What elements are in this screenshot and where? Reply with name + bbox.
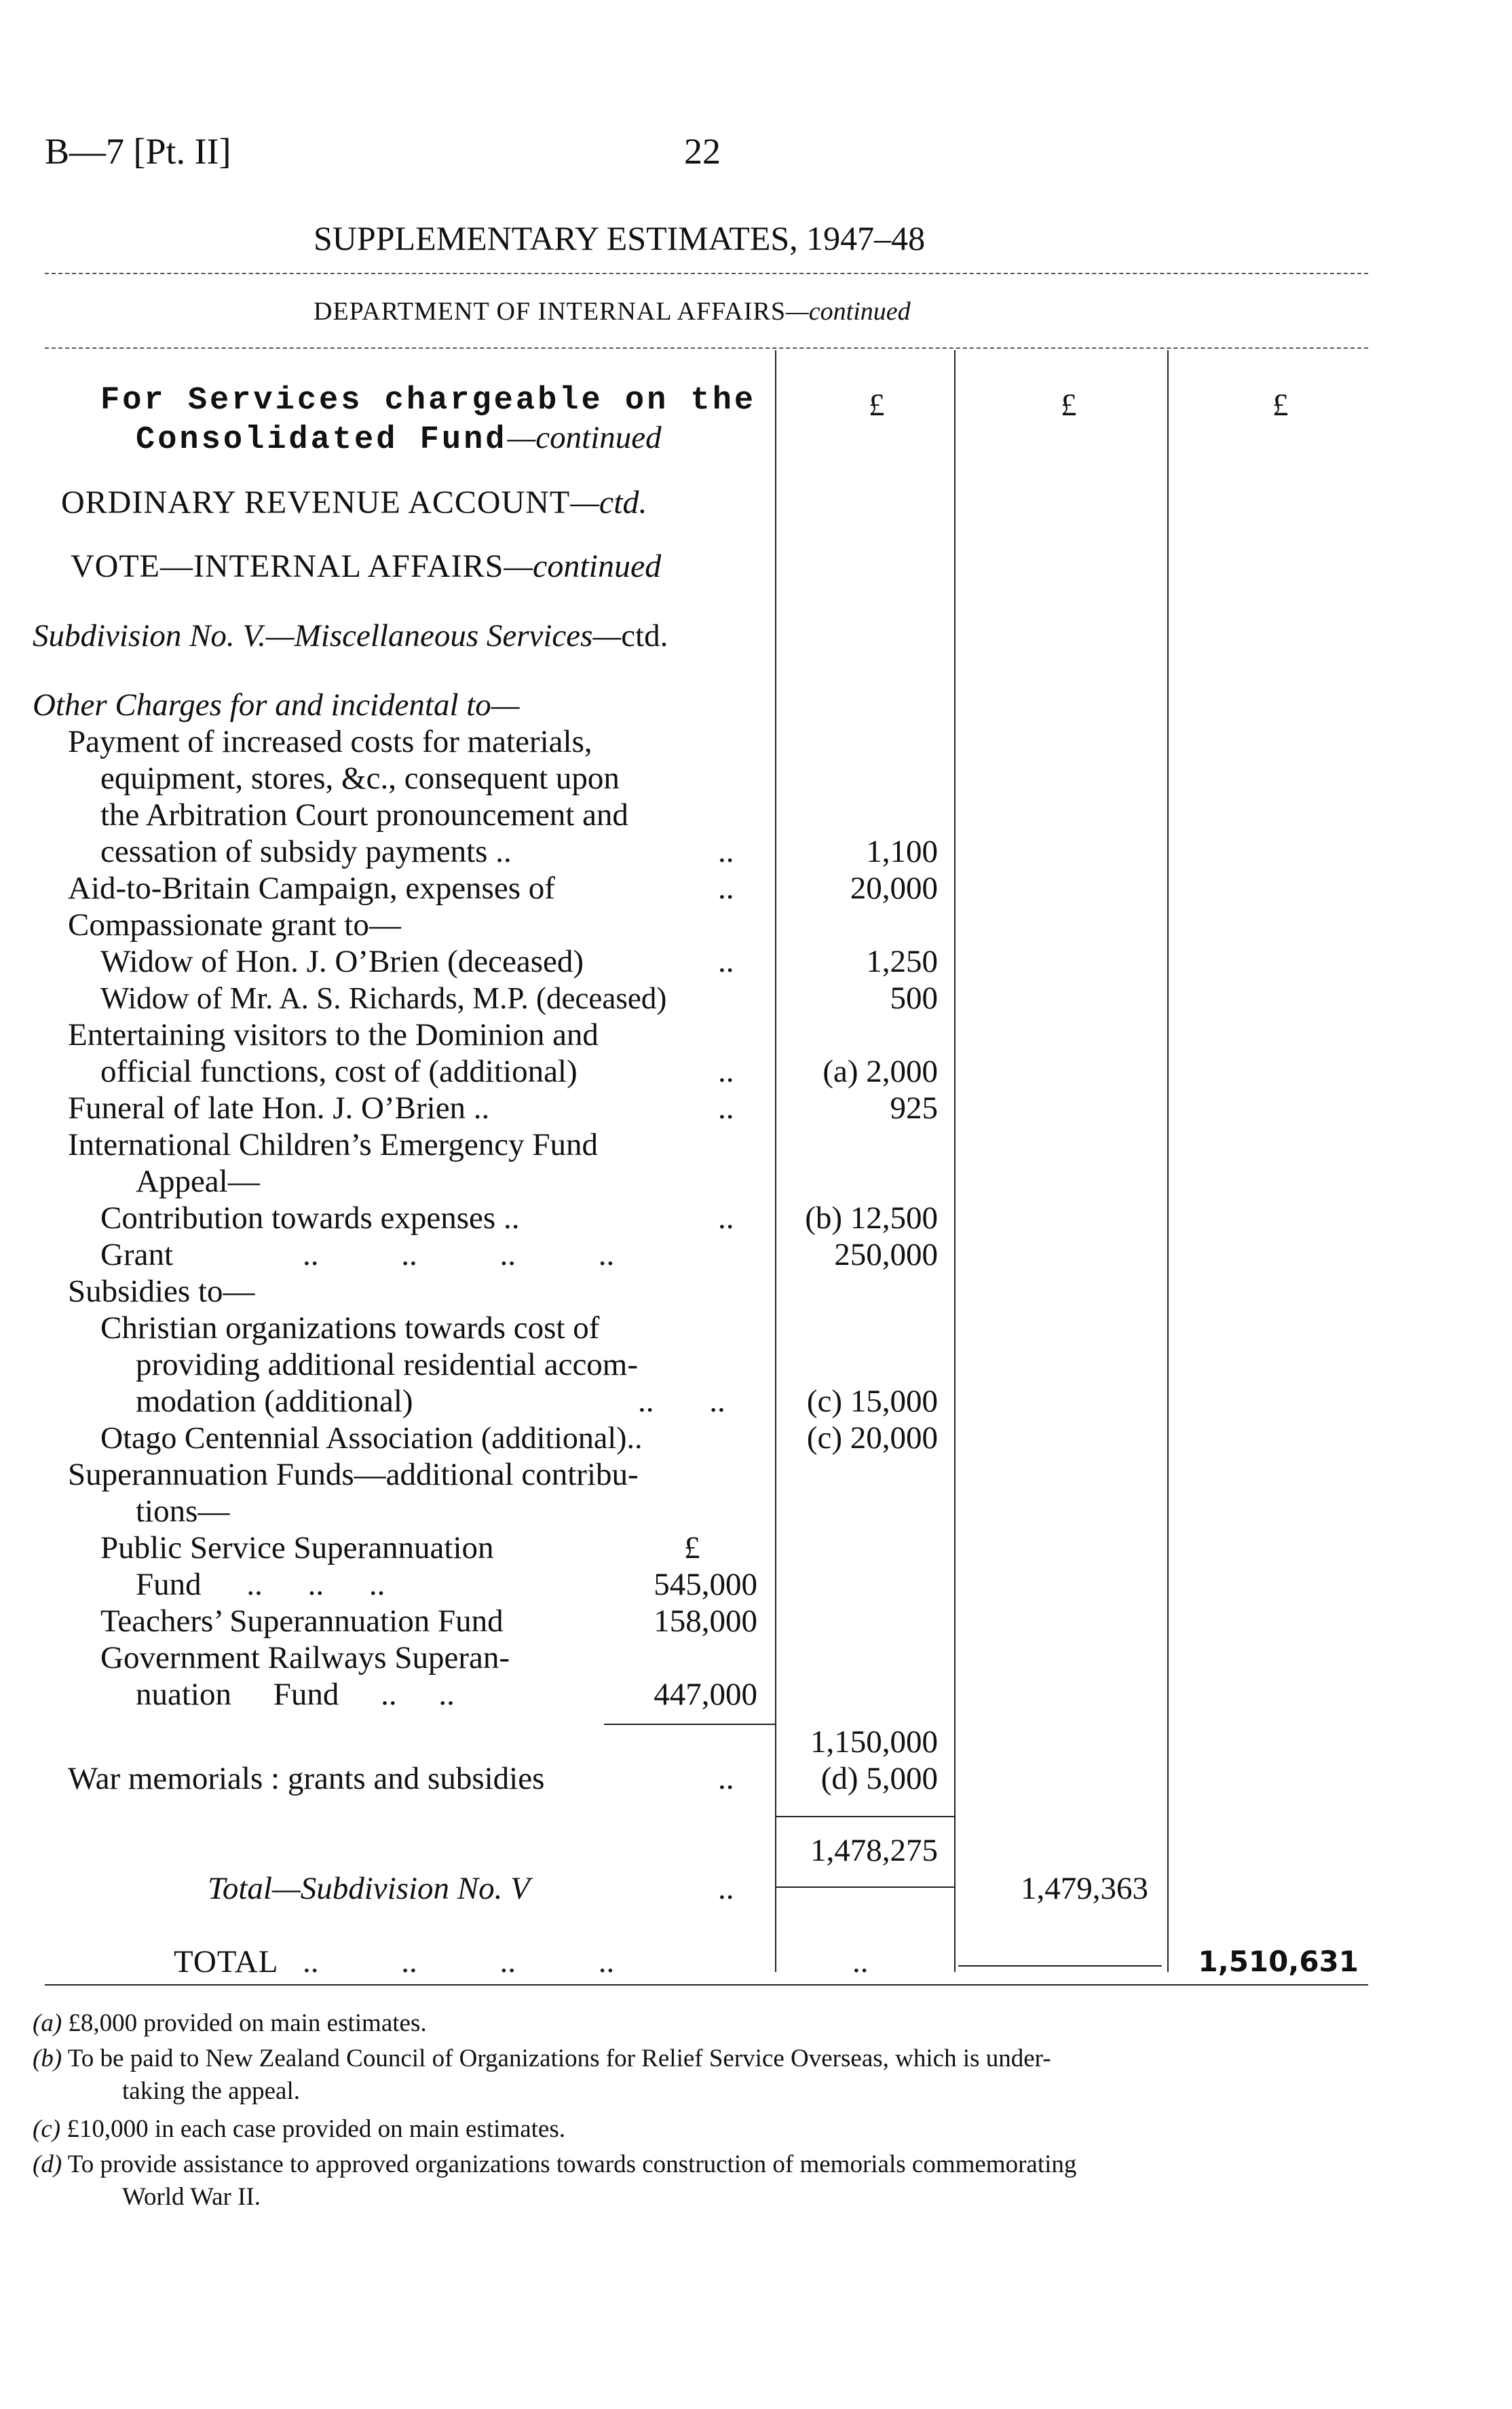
item-war-memorials: War memorials : grants and subsidies [68,1761,545,1796]
grand-total-dash-rule [958,1965,1162,1967]
item-compassionate: Compassionate grant to— [68,907,401,943]
item-grant: Grant [100,1237,174,1272]
item-public-service-line1: Public Service Superannuation [100,1530,494,1566]
subdivision-heading: Subdivision No. V.—Miscellaneous Services—ctd. [33,618,668,653]
item-aid-to-britain: Aid-to-Britain Campaign, expenses of [68,871,555,906]
footnote-c: (c) £10,000 in each case provided on main estimates. [33,2115,565,2143]
amount-war-memorials: (d) 5,000 [820,1761,938,1796]
page-title: SUPPLEMENTARY ESTIMATES, 1947–48 [314,219,926,257]
column-header-3: £ [1272,387,1289,423]
item-teachers: Teachers’ Superannuation Fund [100,1604,504,1639]
leader-dots: .. .. .. .. [303,1237,615,1272]
item-railways-line1: Government Railways Superan- [100,1640,510,1675]
ordinary-revenue-heading: ORDINARY REVENUE ACCOUNT—ctd. [61,485,647,520]
column-header-1: £ [869,387,885,423]
footnote-b: (b) To be paid to New Zealand Council of Organizations for Relief Service Overseas, which is under- [33,2045,1051,2072]
item-railways-line2: nuation Fund .. .. [136,1677,455,1712]
item-superannuation-line1: Superannuation Funds—additional contribu- [68,1457,639,1492]
amount-widow-obrien: 1,250 [866,944,938,979]
services-heading-line1: For Services chargeable on the [100,383,757,419]
services-heading-line2: Consolidated Fund—continued [136,420,662,458]
item-entertaining-line2: official functions, cost of (additional) [100,1054,578,1089]
amount-christian: (c) 15,000 [806,1384,938,1419]
total-subdivision-label: Total—Subdivision No. V [208,1871,530,1906]
amount-otago: (c) 20,000 [806,1420,938,1456]
department-heading: DEPARTMENT OF INTERNAL AFFAIRS—continued [314,297,911,326]
amount-public-service: 545,000 [654,1567,757,1602]
item-payment-line4: cessation of subsidy payments .. [100,834,512,869]
leader-dots: .. [718,871,734,906]
amount-superannuation-total: 1,150,000 [810,1724,938,1760]
amount-aid-to-britain: 20,000 [850,871,938,906]
department-rule [45,347,1368,349]
grand-total-amount: 1,510,631 [1198,1945,1359,1978]
other-charges-heading: Other Charges for and incidental to— [33,687,520,723]
item-funeral: Funeral of late Hon. J. O’Brien .. [68,1090,490,1126]
superannuation-rule [604,1724,775,1725]
item-icef-line1: International Children’s Emergency Fund [68,1127,598,1162]
subtotal-underline [775,1886,954,1888]
column-divider-1 [775,350,776,1972]
amount-teachers: 158,000 [654,1604,757,1639]
amount-payment: 1,100 [866,834,938,869]
item-contribution: Contribution towards expenses .. [100,1200,520,1236]
footnote-d: (d) To provide assistance to approved organizations towards construction of memorials commemorating [33,2150,1077,2178]
column-header-2: £ [1061,387,1077,423]
column-divider-3 [1167,350,1169,1972]
amount-contribution: (b) 12,500 [805,1200,938,1236]
item-entertaining-line1: Entertaining visitors to the Dominion and [68,1017,599,1052]
leader-dots: .. [718,834,734,869]
item-widow-obrien: Widow of Hon. J. O’Brien (deceased) [100,944,584,979]
item-subsidies: Subsidies to— [68,1274,255,1309]
leader-dots: .. [718,944,734,979]
document-reference: B—7 [Pt. II] [45,131,231,172]
item-icef-line2: Appeal— [136,1164,260,1199]
leader-dots: .. [718,1200,734,1236]
footnote-a: (a) £8,000 provided on main estimates. [33,2009,427,2037]
leader-dots: .. [718,1871,734,1906]
footnote-b-continuation: taking the appeal. [122,2077,300,2105]
amount-grant: 250,000 [834,1237,938,1272]
item-superannuation-line2: tions— [136,1494,230,1529]
leader-dots: .. [718,1090,734,1126]
amount-funeral: 925 [890,1090,938,1126]
item-widow-richards: Widow of Mr. A. S. Richards, M.P. (deceased) [100,981,667,1015]
leader-dots: .. [718,1761,734,1796]
amount-entertaining: (a) 2,000 [823,1054,938,1089]
header-rule [45,273,1368,274]
total-subdivision-amount: 1,479,363 [1021,1871,1148,1906]
page-number: 22 [684,131,721,172]
item-christian-line2: providing additional residential accom- [136,1347,639,1382]
leader-dots: .. .. .. .. [303,1944,615,1979]
amount-railways: 447,000 [654,1677,757,1712]
leader-dots: .. .. [638,1384,725,1419]
item-public-service-line2: Fund .. .. .. [136,1567,385,1602]
vote-heading: VOTE—INTERNAL AFFAIRS—continued [71,548,662,584]
item-christian-line1: Christian organizations towards cost of [100,1310,600,1346]
subtotal-rule [775,1816,954,1817]
table-bottom-rule [45,1984,1368,1986]
column-divider-2 [954,350,956,1972]
item-christian-line3: modation (additional) [136,1384,413,1419]
footnote-d-continuation: World War II. [122,2183,261,2211]
grand-total-label: TOTAL [174,1944,279,1979]
item-payment-line1: Payment of increased costs for materials, [68,724,592,759]
leader-dots: .. [718,1054,734,1089]
subtotal-column-1: 1,478,275 [810,1833,938,1868]
item-otago: Otago Centennial Association (additional).. [100,1420,643,1455]
item-payment-line3: the Arbitration Court pronouncement and [100,797,628,833]
leader-dots: .. [852,1944,869,1979]
amount-widow-richards: 500 [890,981,938,1016]
item-payment-line2: equipment, stores, &c., consequent upon [100,761,620,796]
inner-currency-symbol: £ [684,1530,700,1566]
